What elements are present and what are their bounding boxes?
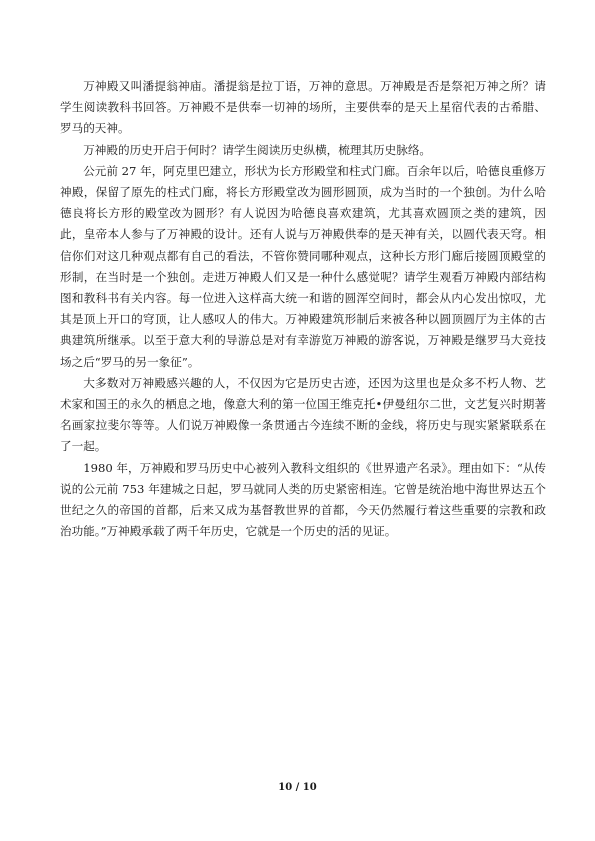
paragraph-pantheon-name: 万神殿又叫潘提翁神庙。潘提翁是拉丁语，万神的意思。万神殿是否是祭祀万神之所？请学生阅读教科书回答。万神殿不是供奉一切神的场所，主要供奉的是天上星宿代表的古希腊、罗马的天神。 — [60, 79, 546, 136]
document-body — [60, 76, 546, 542]
paragraph-resting-place: 大多数对万神殿感兴趣的人，不仅因为它是历史古迹，还因为这里也是众多不朽人物、艺术家和国王的永久的栖息之地，像意大利的第一位国王维克托•伊曼纽尔二世，文艺复兴时期著名画家拉斐尔等等。人们说万神殿像一条贯通古今连续不断的金线，将历史与现实紧紧联系在了一起。 — [60, 375, 546, 454]
paragraph-world-heritage: 1980 年，万神殿和罗马历史中心被列入教科文组织的《世界遗产名录》。理由如下：“从传说的公元前 753 年建城之日起，罗马就同人类的历史紧密相连。它曾是统治地中海世界达五个世纪之久的帝国的首都，后来又成为基督教世界的首都，今天仍然履行着这些重要的宗教和政治功能。”万神殿承载了两千年历史，它就是一个历史的活的见证。 — [60, 460, 546, 539]
paragraph-history-question: 万神殿的历史开启于何时？请学生阅读历史纵横，梳理其历史脉络。 — [83, 142, 432, 157]
paragraph-history-detail: 公元前 27 年，阿克里巴建立，形状为长方形殿堂和柱式门廊。百余年以后，哈德良重修万神殿，保留了原先的柱式门廊，将长方形殿堂改为圆形圆顶，成为当时的一个独创。为什么哈德良将长方形的殿堂改为圆形？有人说因为哈德良喜欢建筑，尤其喜欢圆顶之类的建筑，因此，皇帝本人参与了万神殿的设计。还有人说与万神殿供奉的是天神有关，以圆代表天穹。相信你们对这几种观点都有自己的看法，不管你赞同哪种观点，这种长方形门廊后接圆顶殿堂的形制，在当时是一个独创。走进万神殿人们又是一种什么感觉呢？请学生观看万神殿内部结构图和教科书有关内容。每一位进入这样高大统一和谐的圆浑空间时，都会从内心发出惊叹，尤其是顶上开口的穹顶，让人感叹人的伟大。万神殿建筑形制后来被各种以圆顶圆厅为主体的古典建筑所继承。以至于意大利的导游总是对有幸游览万神殿的游客说，万神殿是继罗马大竞技场之后“罗马的另一象征”。 — [60, 163, 546, 369]
page-number: 10 / 10 — [278, 782, 317, 793]
